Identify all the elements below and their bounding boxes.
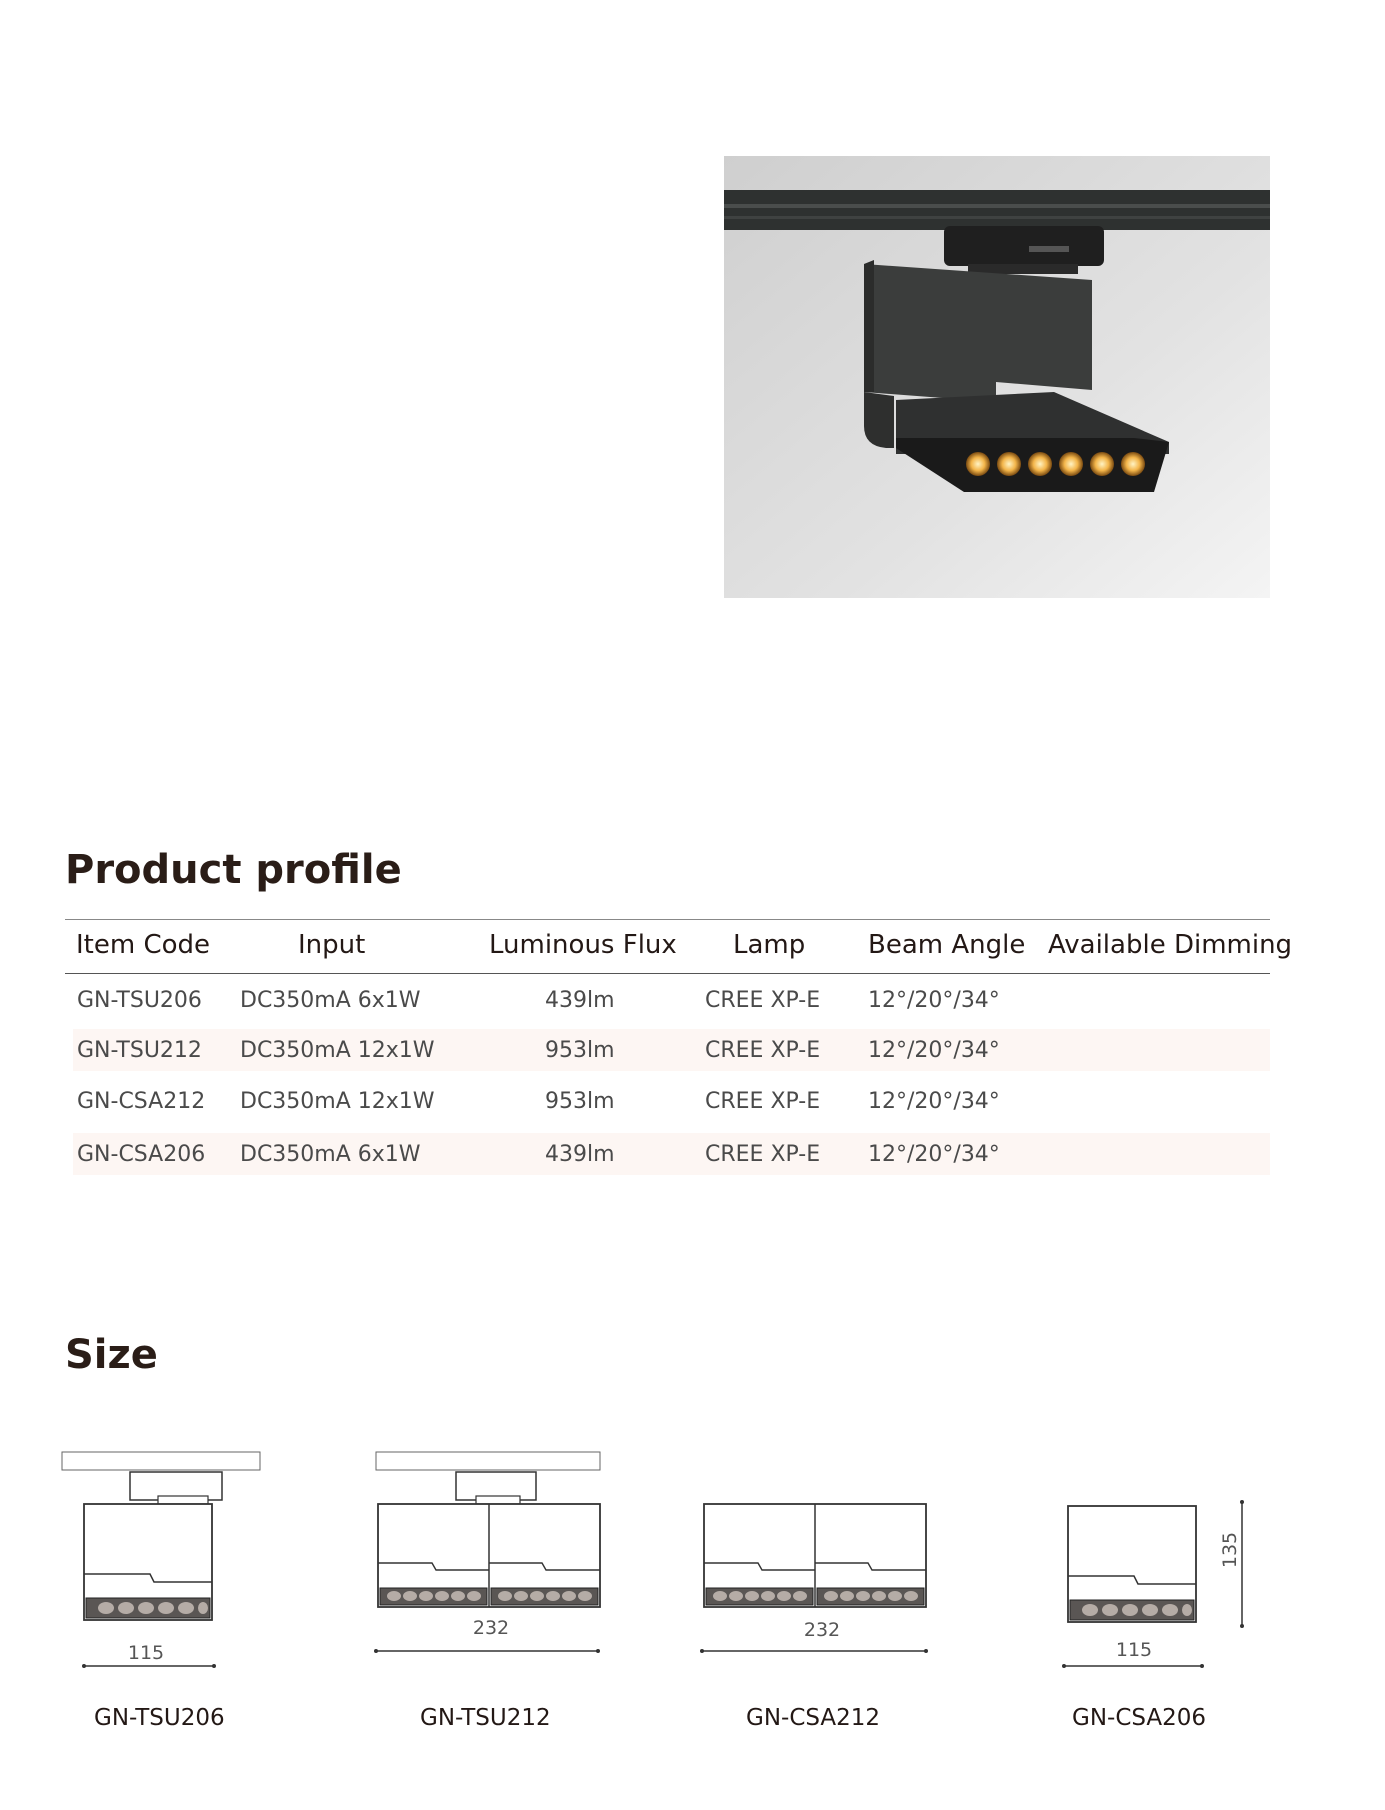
size-heading: Size [65, 1332, 158, 1378]
height-dimension: 135 [1219, 1531, 1241, 1569]
drawing-csa206 [1060, 1490, 1260, 1684]
cell-input: DC350mA 6x1W [240, 1142, 421, 1167]
col-header-input: Input [298, 930, 366, 960]
width-dimension: 232 [472, 1617, 510, 1639]
product-photo [724, 156, 1270, 598]
width-dimension: 115 [127, 1642, 165, 1664]
cell-item-code: GN-CSA206 [77, 1142, 206, 1167]
col-header-available-dimming: Available Dimming [1048, 930, 1293, 960]
cell-beam-angle: 12°/20°/34° [868, 1089, 1000, 1114]
table-header-rule [65, 973, 1270, 974]
caption-csa212: GN-CSA212 [746, 1705, 881, 1731]
caption-tsu206: GN-TSU206 [94, 1705, 225, 1731]
cell-luminous-flux: 439lm [545, 1142, 615, 1167]
table-row [73, 979, 1270, 1021]
width-dimension: 115 [1115, 1639, 1153, 1661]
cell-luminous-flux: 953lm [545, 1038, 615, 1063]
cell-beam-angle: 12°/20°/34° [868, 1038, 1000, 1063]
cell-lamp: CREE XP-E [705, 1142, 821, 1167]
cell-input: DC350mA 6x1W [240, 988, 421, 1013]
cell-item-code: GN-TSU206 [77, 988, 202, 1013]
col-header-luminous-flux: Luminous Flux [489, 930, 677, 960]
cell-luminous-flux: 953lm [545, 1089, 615, 1114]
cell-luminous-flux: 439lm [545, 988, 615, 1013]
drawing-tsu212 [372, 1450, 612, 1674]
table-top-rule [65, 919, 1270, 920]
cell-input: DC350mA 12x1W [240, 1089, 435, 1114]
col-header-item-code: Item Code [76, 930, 211, 960]
col-header-lamp: Lamp [733, 930, 806, 960]
drawing-csa212 [696, 1490, 936, 1674]
cell-lamp: CREE XP-E [705, 988, 821, 1013]
caption-csa206: GN-CSA206 [1072, 1705, 1207, 1731]
cell-beam-angle: 12°/20°/34° [868, 988, 1000, 1013]
cell-lamp: CREE XP-E [705, 1038, 821, 1063]
table-row [73, 1133, 1270, 1175]
product-profile-heading: Product profile [65, 847, 402, 893]
cell-item-code: GN-CSA212 [77, 1089, 206, 1114]
width-dimension: 232 [803, 1619, 841, 1641]
col-header-beam-angle: Beam Angle [868, 930, 1026, 960]
drawing-tsu206 [58, 1450, 268, 1684]
cell-lamp: CREE XP-E [705, 1089, 821, 1114]
table-row [73, 1029, 1270, 1071]
table-row [73, 1080, 1270, 1122]
cell-beam-angle: 12°/20°/34° [868, 1142, 1000, 1167]
caption-tsu212: GN-TSU212 [420, 1705, 551, 1731]
cell-input: DC350mA 12x1W [240, 1038, 435, 1063]
cell-item-code: GN-TSU212 [77, 1038, 202, 1063]
